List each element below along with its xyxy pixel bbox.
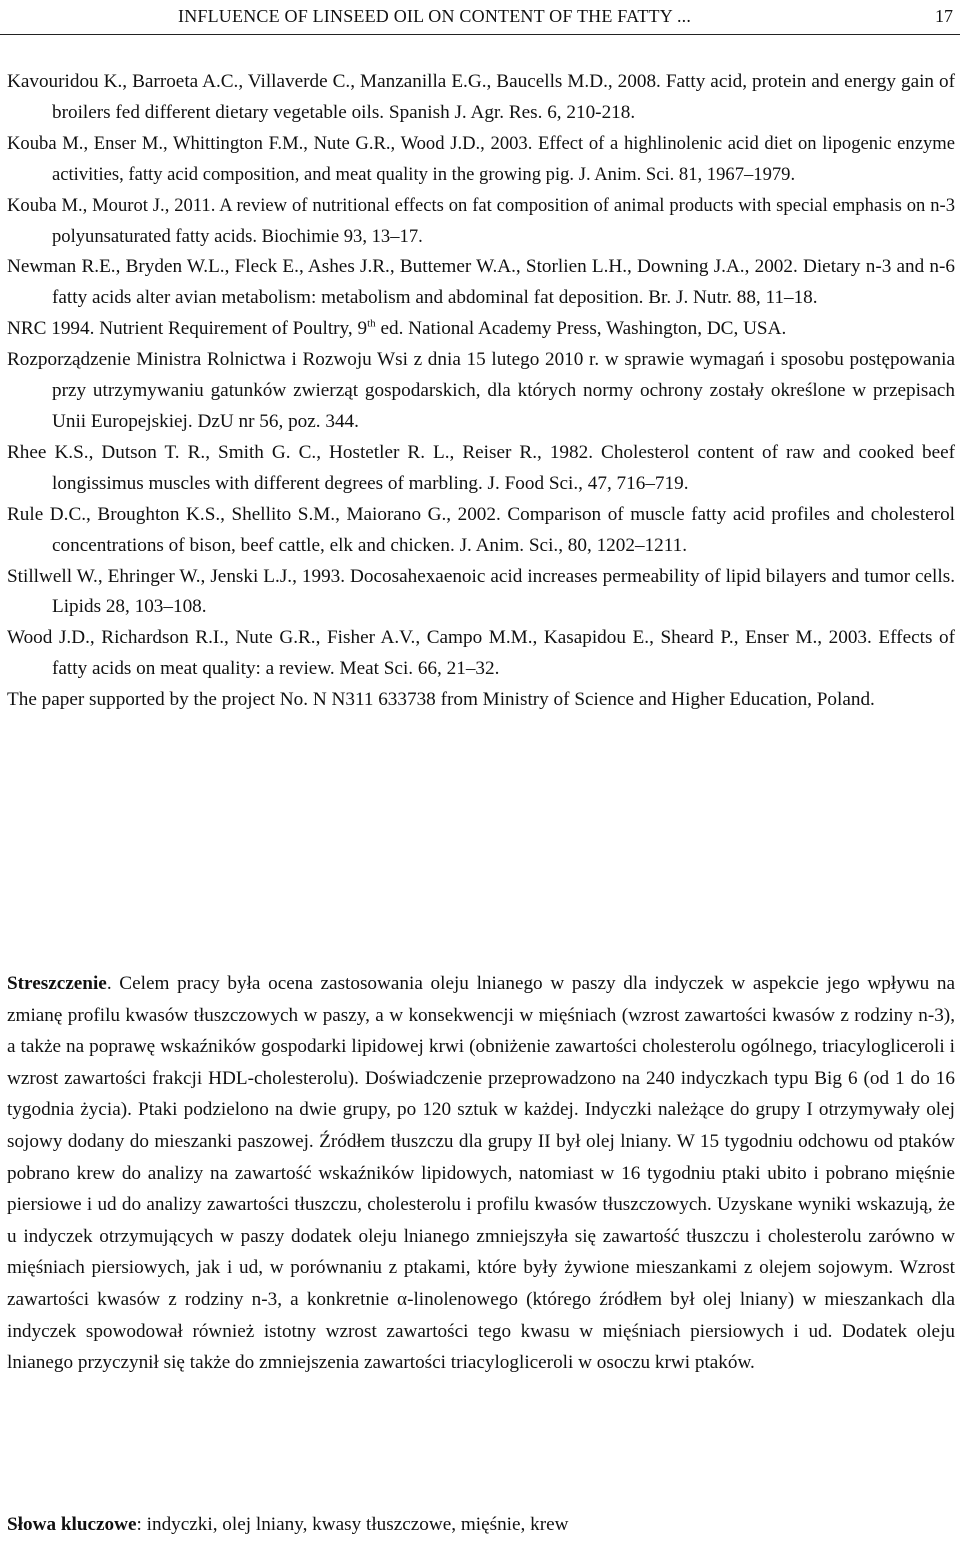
reference-kouba-2011: Kouba M., Mourot J., 2011. A review of nutritional effects on fat composition of animal products with special emphasis on n-3 polyunsaturated fatty acids. Biochimie 93, 13–17. (7, 194, 955, 247)
nrc-text-end: ed. National Academy Press, Washington, DC, USA. (375, 318, 787, 340)
reference-stillwell: Stillwell W., Ehringer W., Jenski L.J., 1993. Docosahexaenoic acid increases permeability of lipid bilayers and tumor cells. Lipids 28, 103–108. (7, 565, 955, 618)
running-header (0, 0, 960, 35)
nrc-text: NRC 1994. Nutrient Requirement of Poultry, 9 (7, 318, 368, 340)
reference-nrc (7, 314, 955, 345)
reference-kouba-2003: Kouba M., Enser M., Whittington F.M., Nute G.R., Wood J.D., 2003. Effect of a highlinolenic acid diet on lipogenic enzyme activities, fatty acid composition, and meat quality in the growing pig. J. Anim. Sci. 81, 1967–1979. (7, 132, 955, 185)
keywords-label: Słowa kluczowe (7, 1514, 137, 1535)
keywords-text: : indyczki, olej lniany, kwasy tłuszczowe, mięśnie, krew (136, 1514, 569, 1535)
keywords-line (7, 1514, 955, 1536)
reference-rule: Rule D.C., Broughton K.S., Shellito S.M., Maiorano G., 2002. Comparison of muscle fatty acid profiles and cholesterol concentrations of bison, beef cattle, elk and chicken. J. Anim. Sci., 80, 1202–1211. (7, 503, 955, 556)
summary-section (7, 968, 955, 1379)
running-title: INFLUENCE OF LINSEED OIL ON CONTENT OF THE FATTY ... (178, 6, 692, 26)
reference-newman: Newman R.E., Bryden W.L., Fleck E., Ashes J.R., Buttemer W.A., Storlien L.H., Downing J.A., 2002. Dietary n-3 and n-6 fatty acids alter avian metabolism: metabolism and abdominal fat deposition. Br. J. Nutr. 88, 11–18. (7, 256, 955, 309)
summary-text: . Celem pracy była ocena zastosowania oleju lnianego w paszy dla indyczek w aspekcie jego wpływu na zmianę profilu kwasów tłuszczowych w paszy, a w konsekwencji w mięśniach (wzrost zawartości kwasów z rodziny n-3), a także na poprawę wskaźników gospodarki lipidowej krwi (obniżenie zawartości cholesterolu ogólnego, triacylogliceroli i wzrost zawartości frakcji HDL-cholesterolu). Doświadczenie przeprowadzono na 240 indyczkach typu Big 6 (od 1 do 16 tygodnia życia). Ptaki podzielono na dwie grupy, po 120 sztuk w każdej. Indyczki należące do grupy I otrzymywały olej sojowy dodany do mieszanki paszowej. Źródłem tłuszczu dla grupy II był olej lniany. W 15 tygodniu odchowu od ptaków pobrano krew do analizy na zawartość wskaźników lipidowych, natomiast w 16 tygodniu ptaki ubito i pobrano mięśnie piersiowe i ud do analizy zawartości tłuszczu, cholesterolu i profilu kwasów tłuszczowych. Uzyskane wyniki wskazują, że u indyczek otrzymujących w paszy dodatek oleju lnianego zmniejszyła się zawartość tłuszczu i cholesterolu zarówno w mięśniach piersiowych, jak i ud, w porównaniu z ptakami, które były żywione mieszankami z olejem sojowym. Wzrost zawartości kwasów z rodziny n-3, a konkretnie α-linolenowego (którego źródłem był olej lniany) w mieszankach dla indyczek spowodował również istotny wzrost zawartości tego kwasu w mięśniach piersiowych i ud. Dodatek oleju lnianego przyczynił się także do zmniejszenia zawartości triacylogliceroli w osoczu krwi ptaków. (7, 973, 955, 1374)
funding-note: The paper supported by the project No. N N311 633738 from Ministry of Science and Higher Education, Poland. (7, 689, 875, 711)
reference-wood: Wood J.D., Richardson R.I., Nute G.R., Fisher A.V., Campo M.M., Kasapidou E., Sheard P., Enser M., 2003. Effects of fatty acids on meat quality: a review. Meat Sci. 66, 21–32. (7, 627, 955, 680)
nrc-superscript: th (367, 317, 376, 330)
summary-label: Streszczenie (7, 973, 107, 994)
reference-rozporzadzenie: Rozporządzenie Ministra Rolnictwa i Rozwoju Wsi z dnia 15 lutego 2010 r. w sprawie wymagań i sposobu postępowania przy utrzymywaniu gatunków zwierząt gospodarskich, dla których normy ochrony zostały określone w przepisach Unii Europejskiej. DzU nr 56, poz. 344. (7, 349, 955, 432)
page-number: 17 (935, 6, 953, 26)
reference-kavouridou: Kavouridou K., Barroeta A.C., Villaverde C., Manzanilla E.G., Baucells M.D., 2008. Fatty acid, protein and energy gain of broilers fed different dietary vegetable oils. Spanish J. Agr. Res. 6, 210-218. (7, 71, 955, 123)
reference-rhee: Rhee K.S., Dutson T. R., Smith G. C., Hostetler R. L., Reiser R., 1982. Cholesterol content of raw and cooked beef longissimus muscles with different degrees of marbling. J. Food Sci., 47, 716–719. (7, 441, 955, 494)
reference-list (7, 67, 955, 716)
summary-paragraph (7, 968, 955, 1379)
